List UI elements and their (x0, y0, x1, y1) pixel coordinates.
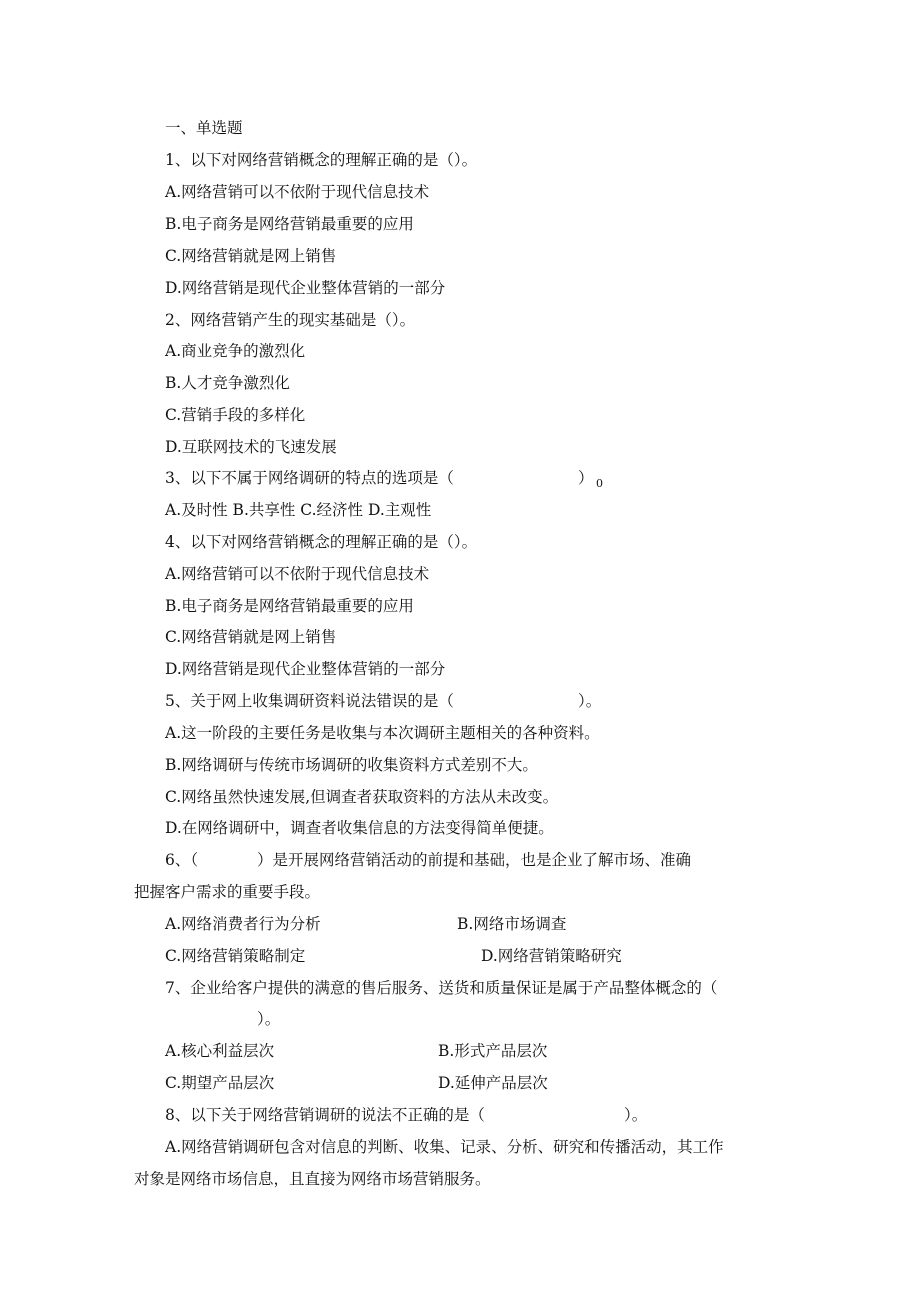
q6-option-c: C.网络营销策略制定 (165, 947, 306, 965)
q8-option-a-line2: 对象是网络市场信息，且直接为网络市场营销服务。 (134, 1170, 491, 1188)
q4-stem: 4、以下对网络营销概念的理解正确的是（）。 (165, 533, 478, 551)
q5-option-b: B.网络调研与传统市场调研的收集资料方式差别不大。 (165, 756, 538, 774)
q2-option-a: A.商业竞争的激烈化 (165, 342, 306, 360)
q8-option-a-line1: A.网络营销调研包含对信息的判断、收集、记录、分析、研究和传播活动，其工作 (165, 1138, 724, 1156)
q1-option-d: D.网络营销是现代企业整体营销的一部分 (165, 279, 446, 297)
q5-stem: 5、关于网上收集调研资料说法错误的是（ (165, 692, 454, 710)
section-title: 一、单选题 (165, 119, 243, 137)
q6-stem-start: 6、（ (165, 851, 199, 869)
q6-option-d: D.网络营销策略研究 (481, 947, 622, 965)
q2-stem: 2、网络营销产生的现实基础是（）。 (165, 311, 416, 329)
q4-option-a: A.网络营销可以不依附于现代信息技术 (165, 565, 430, 583)
q6-stem-rest: ）是开展网络营销活动的前提和基础，也是企业了解市场、准确 (257, 851, 692, 869)
q7-stem-line1: 7、企业给客户提供的满意的售后服务、送货和质量保证是属于产品整体概念的（ (165, 979, 718, 997)
q7-option-c: C.期望产品层次 (165, 1074, 275, 1092)
q5-option-c: C.网络虽然快速发展,但调查者获取资料的方法从未改变。 (165, 788, 559, 806)
q2-option-d: D.互联网技术的飞速发展 (165, 438, 337, 456)
q7-option-a: A.核心利益层次 (165, 1042, 275, 1060)
q3-tail: 0 (596, 477, 603, 490)
q7-option-d: D.延伸产品层次 (438, 1074, 548, 1092)
q5-option-a: A.这一阶段的主要任务是收集与本次调研主题相关的各种资料。 (165, 724, 600, 742)
q6-option-b: B.网络市场调查 (457, 915, 567, 933)
q7-option-b: B.形式产品层次 (438, 1042, 548, 1060)
q1-stem: 1、以下对网络营销概念的理解正确的是（）。 (165, 151, 478, 169)
q7-stem-line2: ）。 (257, 1010, 281, 1028)
q2-option-c: C.营销手段的多样化 (165, 406, 306, 424)
q6-stem-line2: 把握客户需求的重要手段。 (134, 883, 321, 901)
q1-option-b: B.电子商务是网络营销最重要的应用 (165, 215, 414, 233)
q4-option-c: C.网络营销就是网上销售 (165, 628, 337, 646)
q3-options: A.及时性 B.共享性 C.经济性 D.主观性 (165, 501, 432, 519)
q4-option-b: B.电子商务是网络营销最重要的应用 (165, 597, 414, 615)
q2-option-b: B.人才竞争激烈化 (165, 374, 290, 392)
q5-close: ）。 (578, 692, 602, 710)
q3-close: ） (578, 469, 594, 487)
q8-close: ）。 (624, 1106, 648, 1124)
q1-option-c: C.网络营销就是网上销售 (165, 247, 337, 265)
q5-option-d: D.在网络调研中，调查者收集信息的方法变得简单便捷。 (165, 819, 554, 837)
q8-stem: 8、以下关于网络营销调研的说法不正确的是（ (165, 1106, 485, 1124)
q4-option-d: D.网络营销是现代企业整体营销的一部分 (165, 660, 446, 678)
q3-stem: 3、以下不属于网络调研的特点的选项是（ (165, 469, 454, 487)
q1-option-a: A.网络营销可以不依附于现代信息技术 (165, 183, 430, 201)
q6-option-a: A.网络消费者行为分析 (165, 915, 321, 933)
